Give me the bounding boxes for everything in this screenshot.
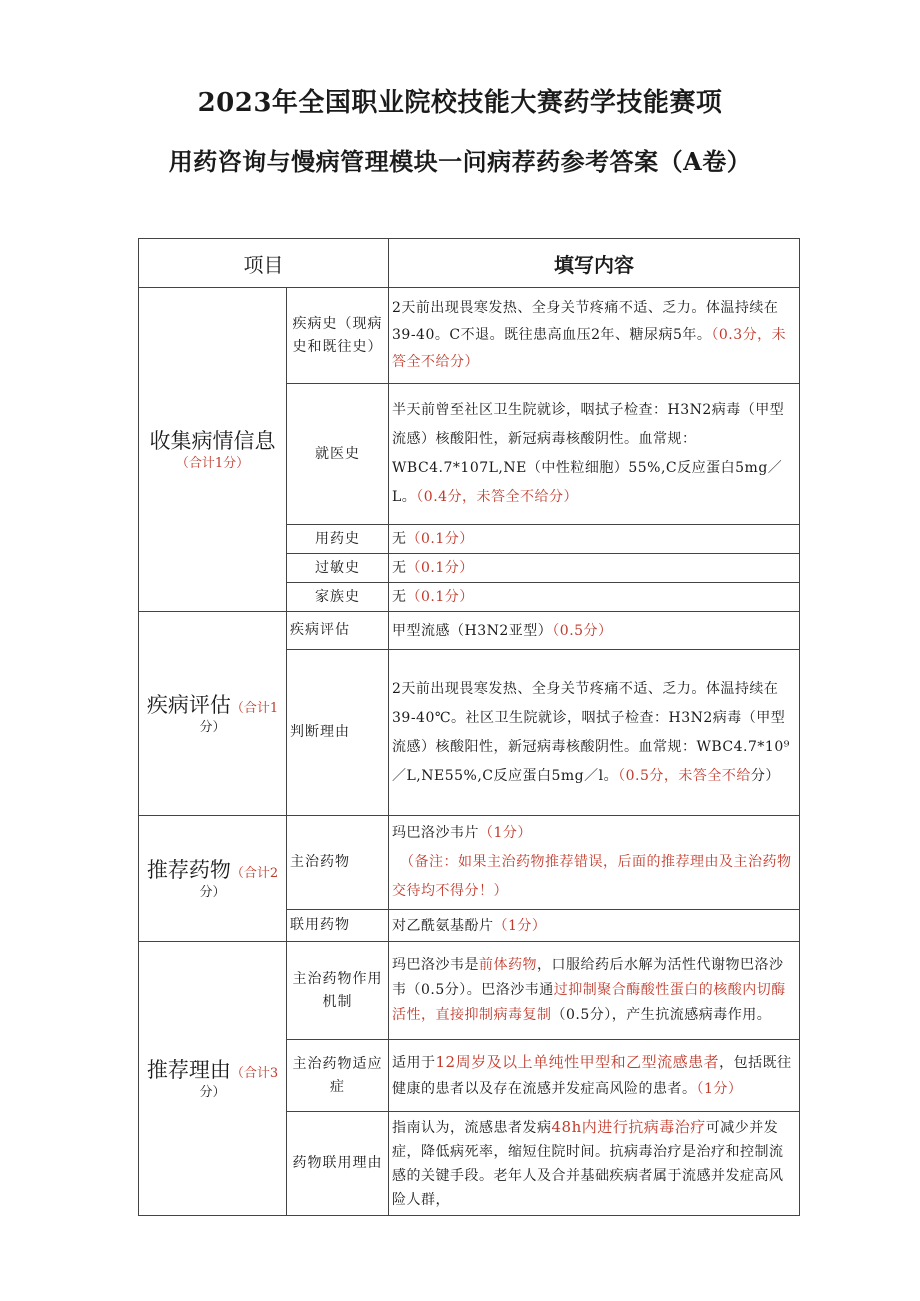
content-disease-history xyxy=(389,288,800,384)
category-assess-points-end: 分） xyxy=(199,719,226,735)
indication-score: （1分） xyxy=(696,1081,743,1097)
label-reason: 判断理由 xyxy=(287,650,389,816)
content-medical-history xyxy=(389,384,800,525)
content-family-history xyxy=(389,583,800,612)
mechanism-text-2: ，口服给药后水解为活性代谢物巴洛沙韦 xyxy=(392,957,784,998)
main-drug-text: 玛巴洛沙韦片 xyxy=(392,825,479,841)
table-row xyxy=(139,288,800,384)
category-reason-title: 推荐理由 xyxy=(146,1057,231,1082)
label-family-history: 家族史 xyxy=(287,583,389,612)
category-collect-points: （合计1分） xyxy=(175,455,250,471)
page-title: 2023年全国职业院校技能大赛药学技能赛项 xyxy=(197,88,723,118)
label-combo-reason: 药物联用理由 xyxy=(287,1112,389,1216)
drug-history-text: 无 xyxy=(392,531,407,547)
category-assess xyxy=(139,612,287,816)
table-row xyxy=(139,942,800,1040)
label-combo-drug: 联用药物 xyxy=(287,910,389,942)
category-reason xyxy=(139,942,287,1216)
table-header-row xyxy=(139,239,800,288)
combo-reason-text-1: 指南认为，流感患者发病 xyxy=(392,1120,552,1136)
indication-highlight: 12周岁及以上单纯性甲型和乙型流感患者 xyxy=(435,1053,720,1071)
header-project: 项目 xyxy=(139,239,389,288)
category-assess-points: （合计1 xyxy=(230,700,279,716)
main-drug-note: （备注：如果主治药物推荐错误，后面的推荐理由及主治药物交待均不得分！） xyxy=(392,854,792,899)
reason-score-end: 分） xyxy=(750,767,780,784)
medical-history-score: （0.4分，未答全不给分） xyxy=(416,489,579,505)
content-evaluation xyxy=(389,612,800,650)
label-disease-history: 疾病史（现病史和既往史） xyxy=(287,288,389,384)
mechanism-text-1: 玛巴洛沙韦是 xyxy=(392,957,479,973)
medical-history-text: 半天前曾至社区卫生院就诊，咽拭子检查：H3N2病毒（甲型流感）核酸阳性，新冠病毒核酸阴性。血常规：WBC4.7*107L,NE（中性粒细胞）55%,C反应蛋白5mg／L。 xyxy=(392,402,785,505)
label-medical-history: 就医史 xyxy=(287,384,389,525)
combo-drug-text: 对乙酰氨基酚片 xyxy=(392,917,494,934)
table-row xyxy=(139,612,800,650)
main-drug-score: （1分） xyxy=(479,825,532,841)
content-indication xyxy=(389,1040,800,1112)
category-reason-points: （合计3 xyxy=(230,1065,279,1081)
category-recommend xyxy=(139,816,287,942)
category-collect xyxy=(139,288,287,612)
page-subtitle: 用药咨询与慢病管理模块一问病荐药参考答案（A卷） xyxy=(168,147,752,176)
answer-table xyxy=(138,238,800,1216)
content-combo-drug xyxy=(389,910,800,942)
header-content: 填写内容 xyxy=(389,239,800,288)
label-allergy-history: 过敏史 xyxy=(287,554,389,583)
combo-drug-score: （1分） xyxy=(493,917,547,934)
evaluation-text: 甲型流感（H3N2亚型） xyxy=(392,622,553,639)
drug-history-score: （0.1分） xyxy=(406,531,474,547)
content-reason xyxy=(389,650,800,816)
reason-text: 2天前出现畏寒发热、全身关节疼痛不适、乏力。体温持续在39-40℃。社区卫生院就诊，咽拭子检查：H3N2病毒（甲型流感）核酸阳性，新冠病毒核酸阴性。血常规：WBC4.7*10⁹／L,NE55%,C反应蛋白5mg／l。 xyxy=(392,680,790,784)
allergy-history-score: （0.1分） xyxy=(406,560,474,576)
label-main-drug: 主治药物 xyxy=(287,816,389,910)
content-allergy-history xyxy=(389,554,800,583)
category-assess-title: 疾病评估 xyxy=(146,692,231,717)
label-mechanism: 主治药物作用机制 xyxy=(287,942,389,1040)
mechanism-score-2: （0.5分） xyxy=(551,1007,612,1023)
family-history-text: 无 xyxy=(392,589,407,605)
mechanism-score-1: （0.5分） xyxy=(406,982,467,998)
evaluation-score: （0.5分） xyxy=(552,622,613,639)
label-evaluation: 疾病评估 xyxy=(287,612,389,650)
content-main-drug xyxy=(389,816,800,910)
content-combo-reason xyxy=(389,1112,800,1216)
indication-text-2: ，包括既往健康的患者以及存在流感并发症高风险的患者。 xyxy=(392,1055,792,1097)
content-drug-history xyxy=(389,525,800,554)
disease-history-score: （0.3分，未答全不给分） xyxy=(392,327,787,370)
category-recommend-points-end: 分） xyxy=(199,884,226,900)
category-recommend-points: （合计2 xyxy=(230,865,279,881)
category-recommend-title: 推荐药物 xyxy=(146,857,231,882)
combo-reason-highlight: 48h内进行抗病毒治疗 xyxy=(551,1118,706,1136)
allergy-history-text: 无 xyxy=(392,560,407,576)
reason-score: （0.5分，未答全不给 xyxy=(618,767,751,784)
table-row xyxy=(139,816,800,910)
category-reason-points-end: 分） xyxy=(199,1084,226,1100)
label-drug-history: 用药史 xyxy=(287,525,389,554)
mechanism-text-3: 。巴洛沙韦通 xyxy=(466,982,554,998)
content-mechanism xyxy=(389,942,800,1040)
indication-text-1: 适用于 xyxy=(392,1055,436,1071)
mechanism-highlight-2: 过抑制聚合酶酸性蛋白的核酸内切酶活性，直接抑制病毒复制 xyxy=(392,982,786,1023)
family-history-score: （0.1分） xyxy=(406,589,474,605)
category-collect-title: 收集病情信息 xyxy=(149,428,276,453)
mechanism-highlight-1: 前体药物 xyxy=(479,957,537,973)
disease-history-text: 2天前出现畏寒发热、全身关节疼痛不适、乏力。体温持续在39-40。C不退。既往患高血压2年、糖尿病5年。 xyxy=(392,300,779,343)
mechanism-text-4: ，产生抗流感病毒作用。 xyxy=(611,1007,772,1023)
combo-reason-text-2: 可减少并发症，降低病死率，缩短住院时间。抗病毒治疗是治疗和控制流感的关键手段。老年人及合并基础疾病者属于流感并发症高风险人群， xyxy=(392,1120,784,1208)
label-indication: 主治药物适应症 xyxy=(287,1040,389,1112)
